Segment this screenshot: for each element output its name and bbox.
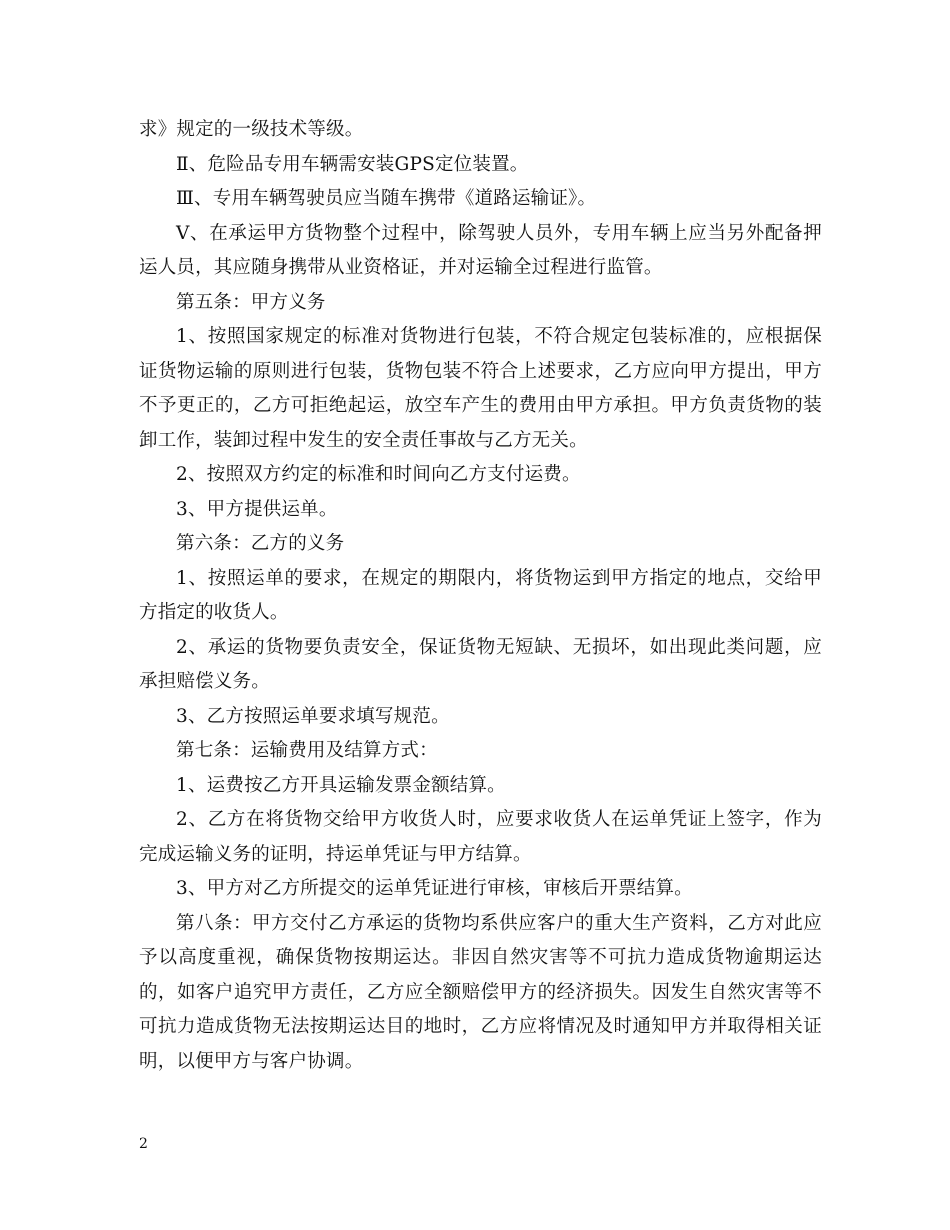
paragraph-article-6-item-3: 3、乙方按照运单要求填写规范。: [176, 705, 450, 727]
paragraph-article-7-item-3: 3、甲方对乙方所提交的运单凭证进行审核，审核后开票结算。: [176, 878, 693, 899]
section-heading-article-5: 第五条：甲方义务: [176, 291, 326, 313]
paragraph-clause-2: Ⅱ、危险品专用车辆需安装GPS定位装置。: [176, 153, 529, 175]
page-number: 2: [139, 1136, 148, 1152]
paragraph-article-6-item-2: 2、承运的货物要负责安全，保证货物无短缺、无损坏，如出现此类问题，应承担赔偿义务。: [139, 636, 822, 692]
paragraph-article-5-item-3: 3、甲方提供运单。: [176, 498, 338, 520]
paragraph-article-8: 第八条：甲方交付乙方承运的货物均系供应客户的重大生产资料，乙方对此应予以高度重视，确保货物按期运达。非因自然灾害等不可抗力造成货物逾期运达的，如客户追究甲方责任，乙方应全额赔偿甲方的经济损失。因发生自然灾害等不可抗力造成货物无法按期运达目的地时，乙方应将情况及时通知甲方并取得相关证明，以便甲方与客户协调。: [139, 912, 822, 1072]
paragraph-article-5-item-2: 2、按照双方约定的标准和时间向乙方支付运费。: [176, 464, 581, 485]
paragraph-clause-5: Ⅴ、在承运甲方货物整个过程中，除驾驶人员外，专用车辆上应当另外配备押运人员，其应随身携带从业资格证，并对运输全过程进行监管。: [139, 222, 822, 278]
paragraph-article-7-item-1: 1、运费按乙方开具运输发票金额结算。: [176, 774, 506, 796]
section-heading-article-7: 第七条：运输费用及结算方式：: [176, 740, 438, 761]
paragraph-clause-3: Ⅲ、专用车辆驾驶员应当随车携带《道路运输证》。: [176, 188, 597, 209]
paragraph-article-7-item-2: 2、乙方在将货物交给甲方收货人时，应要求收货人在运单凭证上签字，作为完成运输义务的证明，持运单凭证与甲方结算。: [139, 809, 822, 865]
document-body: [139, 113, 822, 1079]
section-heading-article-6: 第六条：乙方的义务: [176, 533, 345, 554]
paragraph-continuation: 求》规定的一级技术等级。: [139, 119, 364, 140]
paragraph-article-6-item-1: 1、按照运单的要求，在规定的期限内，将货物运到甲方指定的地点，交给甲方指定的收货人。: [139, 567, 822, 623]
paragraph-article-5-item-1: 1、按照国家规定的标准对货物进行包装，不符合规定包装标准的，应根据保证货物运输的原则进行包装，货物包装不符合上述要求，乙方应向甲方提出，甲方不予更正的，乙方可拒绝起运，放空车产生的费用由甲方承担。甲方负责货物的装卸工作，装卸过程中发生的安全责任事故与乙方无关。: [139, 326, 822, 451]
